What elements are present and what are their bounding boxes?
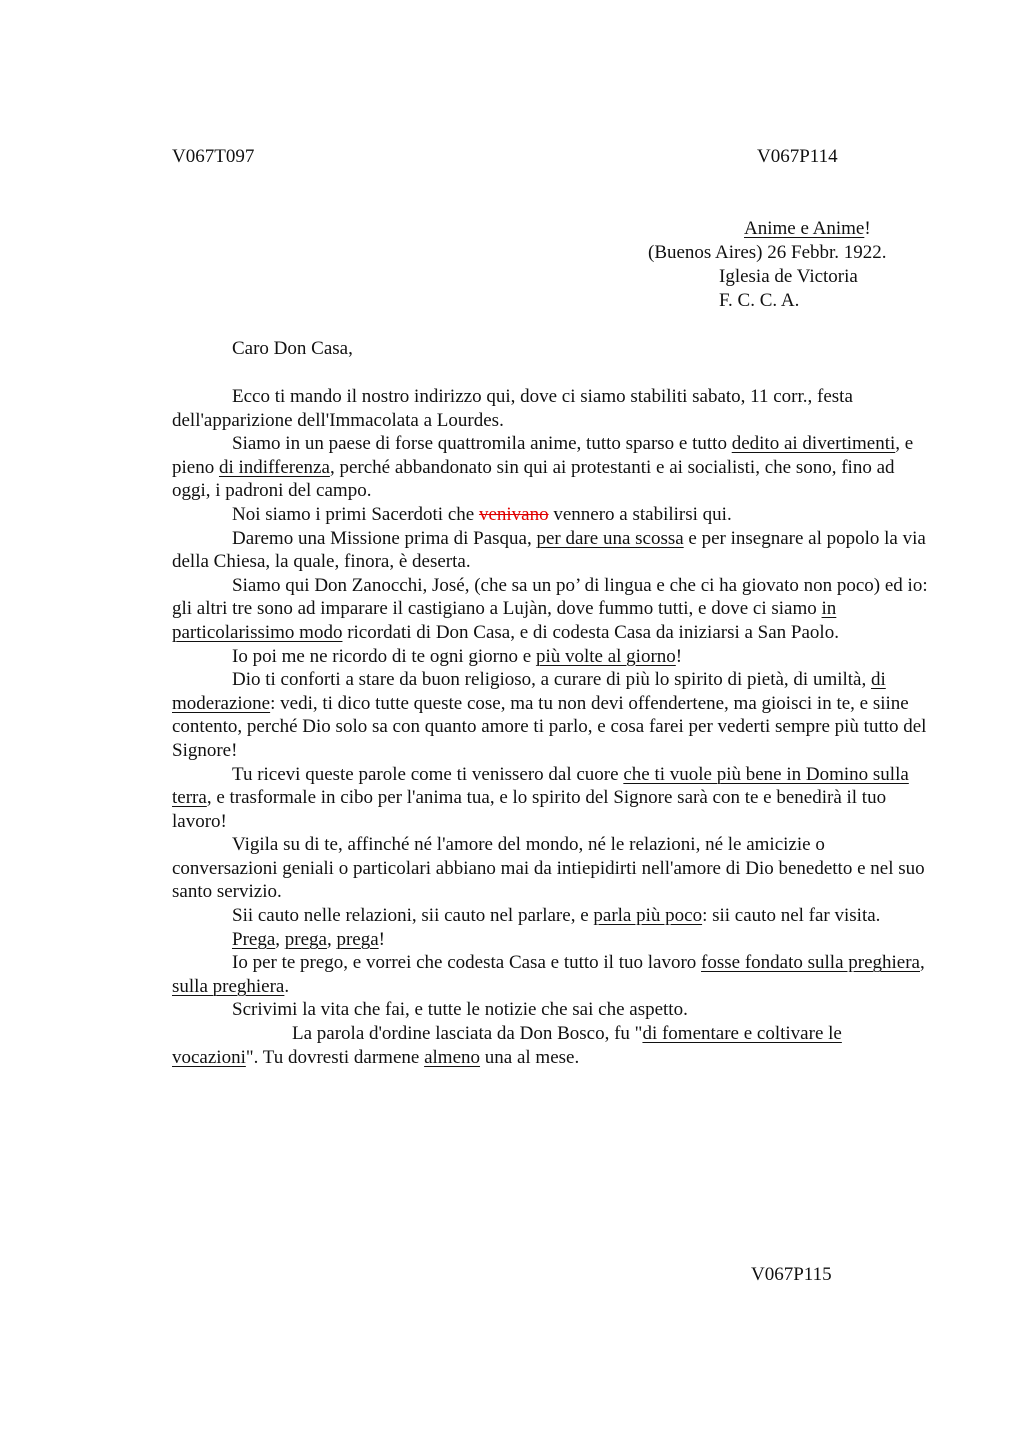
- paragraph-3: [172, 503, 932, 527]
- underlined-run: prega: [336, 928, 379, 950]
- underlined-run: sulla preghiera: [172, 975, 285, 997]
- paragraph-2: [172, 432, 932, 503]
- text-run: Dio ti conforti a stare da buon religioso, a curare di più lo spirito di pietà, di umiltà,: [232, 669, 871, 691]
- text-run: vennero a stabilirsi qui.: [548, 503, 732, 525]
- paragraph-5: [172, 574, 932, 645]
- text-run: ,: [275, 928, 285, 950]
- text-run: .: [284, 975, 290, 997]
- text-run: La parola d'ordine lasciata da Don Bosco, fu ": [292, 1023, 643, 1045]
- underlined-run: di indifferenza: [218, 456, 330, 478]
- address-line-2: F. C. C. A.: [719, 290, 800, 311]
- text-run: una al mese.: [480, 1046, 580, 1068]
- text-run: Siamo qui Don Zanocchi, José, (che sa un po’ di lingua e che ci ha giovato non poco) ed io: gli altri tre sono ad imparare il castigiano a Lujàn, dove fummo tutti, e dove ci siamo: [172, 574, 928, 620]
- title-underlined: Anime e Anime: [744, 218, 865, 239]
- text-run: ricordati di Don Casa, e di codesta Casa da iniziarsi a San Paolo.: [342, 621, 839, 643]
- text-run: Noi siamo i primi Sacerdoti che: [232, 503, 479, 525]
- footer-page-code: V067P115: [751, 1264, 832, 1285]
- underlined-run: in particolarissimo modo: [172, 598, 837, 643]
- paragraph-6: [172, 645, 932, 669]
- salutation: Caro Don Casa,: [232, 338, 353, 359]
- underlined-run: almeno: [424, 1046, 481, 1068]
- text-run: ,: [920, 952, 925, 974]
- underlined-run: più volte al giorno: [535, 645, 676, 667]
- underlined-run: di moderazione: [172, 669, 886, 714]
- underlined-run: che ti vuole più bene in Domino sulla terra: [172, 763, 909, 809]
- paragraph-13: Scrivimi la vita che fai, e tutte le notizie che sai che aspetto.: [232, 999, 688, 1021]
- letter-body: [172, 385, 932, 1069]
- underlined-run: fosse fondato sulla preghiera: [701, 952, 920, 974]
- text-run: : sii cauto nel far visita.: [702, 905, 881, 927]
- underlined-run: per dare una scossa: [536, 527, 684, 549]
- underlined-run: parla più poco: [593, 905, 703, 927]
- paragraph-1: Ecco ti mando il nostro indirizzo qui, dove ci siamo stabiliti sabato, 11 corr., festa dell'apparizione dell'Immacolata a Lourdes.: [172, 386, 853, 431]
- underlined-run: di fomentare e coltivare le vocazioni: [172, 1023, 842, 1068]
- text-run: : vedi, ti dico tutte queste cose, ma tu non devi offendertene, ma gioisci in te, e siine contento, perché Dio solo sa con quanto amore ti parlo, e cosa farei per vederti sempre più tutto del Signore!: [172, 692, 927, 761]
- struck-word: venivano: [478, 503, 549, 525]
- paragraph-9: Vigila su di te, affinché né l'amore del mondo, né le relazioni, né le amicizie o conversazioni geniali o particolari abbiano mai da intiepidirti nell'amore di Dio benedetto e nel suo santo servizio.: [172, 834, 925, 903]
- text-run: Sii cauto nelle relazioni, sii cauto nel parlare, e: [232, 905, 594, 927]
- text-run: Tu ricevi queste parole come ti venissero dal cuore: [232, 763, 624, 785]
- text-run: , e trasformale in cibo per l'anima tua, e lo spirito del Signore sarà con te e benedirà il tuo lavoro!: [172, 787, 887, 832]
- text-run: Io per te prego, e vorrei che codesta Casa e tutto il tuo lavoro: [232, 952, 702, 974]
- text-run: Daremo una Missione prima di Pasqua,: [232, 527, 537, 549]
- text-run: Io poi me ne ricordo di te ogni giorno e: [232, 645, 536, 667]
- paragraph-12: [172, 951, 932, 998]
- page-code-right: V067P114: [757, 146, 838, 167]
- address-line-1: Iglesia de Victoria: [719, 266, 858, 287]
- text-run: !: [378, 928, 385, 950]
- text-run: e per insegnare al popolo la via della Chiesa, la quale, finora, è deserta.: [172, 527, 926, 573]
- underlined-run: prega: [284, 928, 327, 950]
- document-code-left: V067T097: [172, 146, 255, 167]
- text-run: !: [675, 645, 683, 667]
- paragraph-10: [172, 904, 932, 928]
- title-punct: !: [864, 218, 871, 239]
- place-date: (Buenos Aires) 26 Febbr. 1922.: [648, 242, 887, 263]
- text-run: ". Tu dovresti darmene: [245, 1046, 425, 1068]
- paragraph-11: [172, 928, 932, 952]
- text-run: ,: [326, 928, 337, 950]
- letter-title: [744, 217, 871, 241]
- paragraph-8: [172, 763, 932, 834]
- paragraph-14: [172, 1022, 932, 1069]
- text-run: , e pieno: [172, 433, 914, 478]
- text-run: Siamo in un paese di forse quattromila anime, tutto sparso e tutto: [232, 433, 732, 455]
- underlined-run: Prega: [232, 928, 276, 950]
- paragraph-4: [172, 527, 932, 574]
- paragraph-7: [172, 668, 932, 762]
- text-run: , perché abbandonato sin qui ai protestanti e ai socialisti, che sono, fino ad oggi, i padroni del campo.: [172, 456, 895, 502]
- underlined-run: dedito ai divertimenti: [731, 433, 896, 455]
